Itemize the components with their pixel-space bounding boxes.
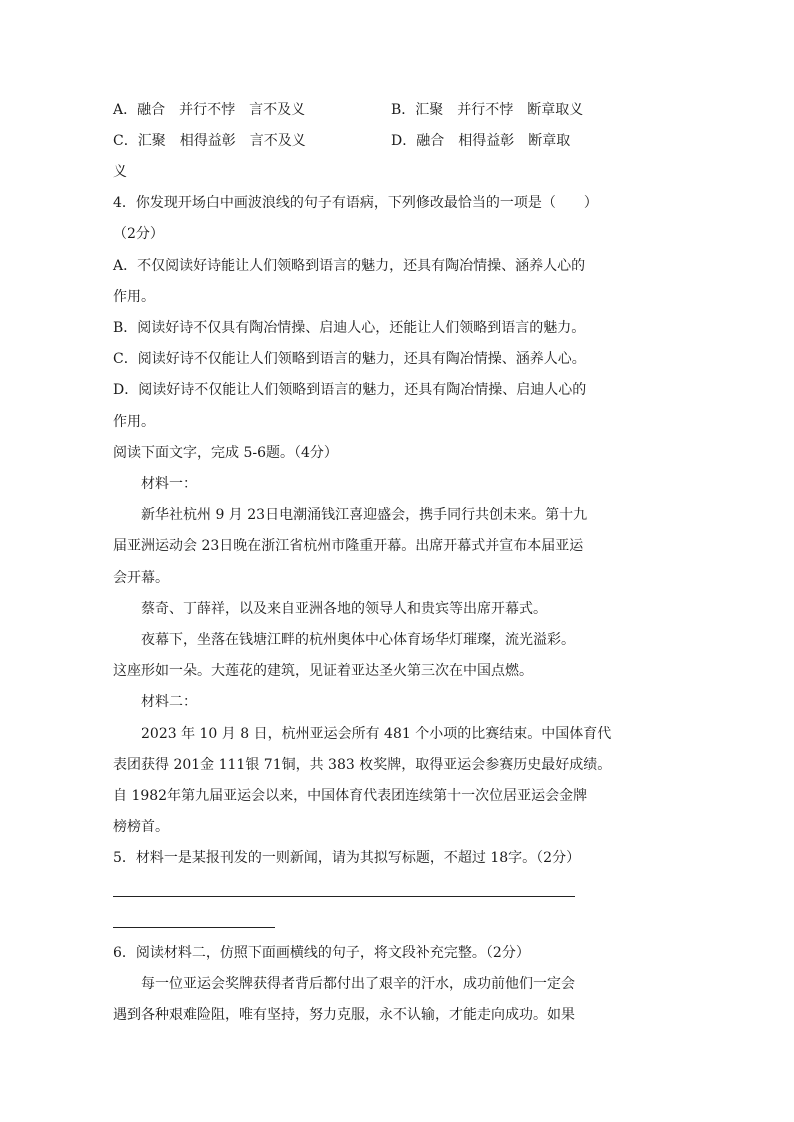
q4-stem: 4．你发现开场白中画波浪线的句子有语病，下列修改最恰当的一项是（ ） (113, 195, 598, 211)
q4-option-a-line-2: 作用。 (113, 289, 155, 305)
material1-p2: 蔡奇、丁薛祥，以及来自亚洲各地的领导人和贵宾等出席开幕式。 (141, 601, 547, 617)
material2-p1-line-4: 榜榜首。 (113, 819, 169, 835)
material1-p3-line-1: 夜幕下，坐落在钱塘江畔的杭州奥体中心体育场华灯璀璨，流光溢彩。 (141, 632, 575, 648)
q3-option-b: B．汇聚 并行不悖 断章取义 (391, 102, 584, 118)
q3-option-a: A．融合 并行不悖 言不及义 (113, 102, 306, 118)
q3-option-row-1 (113, 100, 583, 120)
q3-option-c: C．汇聚 相得益彰 言不及义 (113, 133, 306, 149)
material2-p1-line-1: 2023 年 10 月 8 日，杭州亚运会所有 481 个小项的比赛结束。中国体育代 (141, 726, 612, 742)
q6-passage-line-1: 每一位亚运会奖牌获得者背后都付出了艰辛的汗水，成功前他们一定会 (141, 976, 575, 992)
material2-p1-line-3: 自 1982年第九届亚运会以来，中国体育代表团连续第十一次位居亚运会金牌 (113, 788, 588, 804)
q4-option-b: B．阅读好诗不仅具有陶冶情操、启迪人心，还能让人们领略到语言的魅力。 (113, 320, 586, 336)
q5-answer-line-1[interactable] (113, 896, 575, 897)
q5-answer-line-2[interactable] (113, 927, 275, 928)
q4-option-a-line-1: A．不仅阅读好诗能让人们领略到语言的魅力，还具有陶冶情操、涵养人心的 (113, 258, 586, 274)
q4-option-d-line-2: 作用。 (113, 414, 155, 430)
material1-heading: 材料一： (141, 476, 197, 492)
q3-option-d-continuation: 义 (113, 164, 127, 180)
q4-score: （2分） (113, 226, 164, 242)
material2-p1-line-2: 表团获得 201金 111银 71铜，共 383 枚奖牌，取得亚运会参赛历史最好成绩。 (113, 757, 612, 773)
material1-p3-line-2: 这座形如一朵。大莲花的建筑，见证着亚达圣火第三次在中国点燃。 (113, 663, 533, 679)
reading-intro: 阅读下面文字，完成 5-6题。（4分） (113, 445, 338, 461)
q4-option-c: C．阅读好诗不仅能让人们领略到语言的魅力，还具有陶冶情操、涵养人心。 (113, 351, 586, 367)
q5-stem: 5．材料一是某报刊发的一则新闻，请为其拟写标题，不超过 18字。（2分） (113, 850, 581, 866)
q4-option-d-line-1: D．阅读好诗不仅能让人们领略到语言的魅力，还具有陶冶情操、启迪人心的 (113, 382, 587, 398)
material1-p1-line-1: 新华社杭州 9 月 23日电潮涌钱江喜迎盛会，携手同行共创未来。第十九 (141, 507, 588, 523)
material1-p1-line-3: 会开幕。 (113, 570, 169, 586)
q6-passage-line-2: 遇到各种艰难险阻，唯有坚持，努力克服，永不认输，才能走向成功。如果 (113, 1007, 575, 1023)
material2-heading: 材料二： (141, 694, 197, 710)
material1-p1-line-2: 届亚洲运动会 23日晚在浙江省杭州市隆重开幕。出席开幕式并宣布本届亚运 (113, 538, 584, 554)
q3-option-row-2 (113, 131, 583, 151)
q3-option-d: D．融合 相得益彰 断章取 (391, 133, 571, 149)
q6-stem: 6．阅读材料二，仿照下面画横线的句子，将文段补充完整。（2分） (113, 945, 530, 961)
